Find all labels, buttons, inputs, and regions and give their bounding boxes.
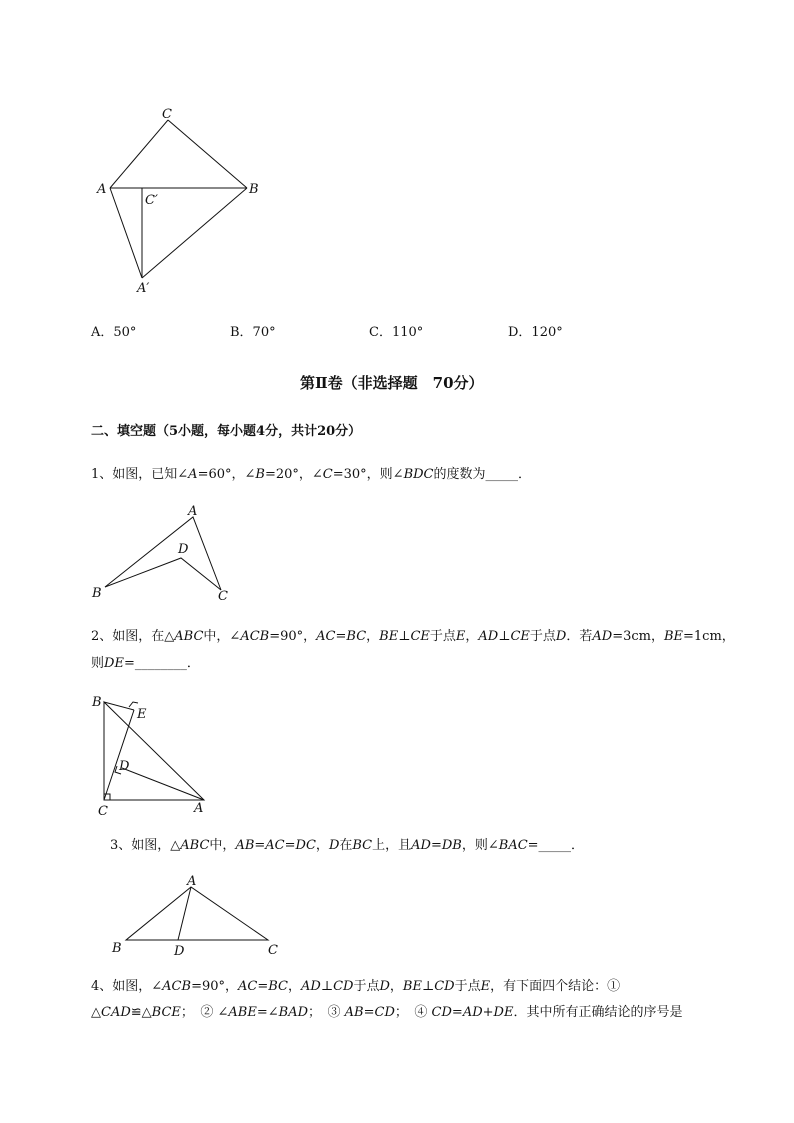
fig-q2-label-a: A [194, 801, 204, 816]
figure-q2 [88, 690, 223, 820]
option-a: A．50° [91, 325, 137, 340]
option-c: C．110° [369, 325, 424, 340]
question-2-line-2: 则DE=________． [91, 656, 200, 671]
figure-q1 [88, 500, 248, 605]
fig-q2-label-e: E [137, 707, 147, 722]
question-1-text: 1、如图，已知∠A=60°，∠B=20°，∠C=30°，则∠BDC的度数为_____． [91, 467, 532, 482]
figure-top-quadrilateral [90, 100, 280, 300]
fig-q2-label-b: B [92, 695, 102, 710]
fig1-label-a-prime: A′ [137, 281, 150, 296]
fig-q2-label-d: D [119, 759, 130, 774]
fig-q2-label-c: C [98, 804, 108, 819]
option-d: D．120° [508, 325, 563, 340]
fig-q3-label-a: A [187, 874, 197, 889]
fig-q1-label-a: A [188, 504, 198, 519]
fig1-label-c-prime: C′ [145, 193, 158, 208]
fig-q1-label-c: C [218, 589, 228, 604]
fig-q1-label-d: D [178, 542, 189, 557]
figure-q3 [108, 870, 288, 960]
fig-q1-label-b: B [92, 586, 102, 601]
section-title: 第Ⅱ卷（非选择题 70分） [300, 374, 484, 392]
fig-q3-label-b: B [112, 941, 122, 956]
part-heading: 二、填空题（5小题，每小题4分，共计20分） [91, 424, 362, 439]
question-4-line-1: 4、如图，∠ACB=90°，AC=BC，AD⊥CD于点D，BE⊥CD于点E，有下面四个结论：① [91, 979, 621, 994]
question-4-line-2: △CAD≌△BCE； ② ∠ABE=∠BAD； ③ AB=CD； ④ CD=AD+DE．其中所有正确结论的序号是 [91, 1005, 683, 1020]
option-b: B．70° [230, 325, 276, 340]
question-3-text: 3、如图，△ABC中，AB=AC=DC，D在BC上，且AD=DB，则∠BAC=_____． [110, 838, 585, 853]
fig1-label-c: C [162, 107, 172, 122]
fig-q3-label-d: D [174, 944, 185, 959]
fig1-label-b: B [249, 182, 259, 197]
fig-q3-label-c: C [268, 943, 278, 958]
question-2-line-1: 2、如图，在△ABC中，∠ACB=90°，AC=BC，BE⊥CE于点E，AD⊥CE于点D．若AD=3cm，BE=1cm， [91, 629, 735, 644]
fig1-label-a: A [97, 182, 107, 197]
